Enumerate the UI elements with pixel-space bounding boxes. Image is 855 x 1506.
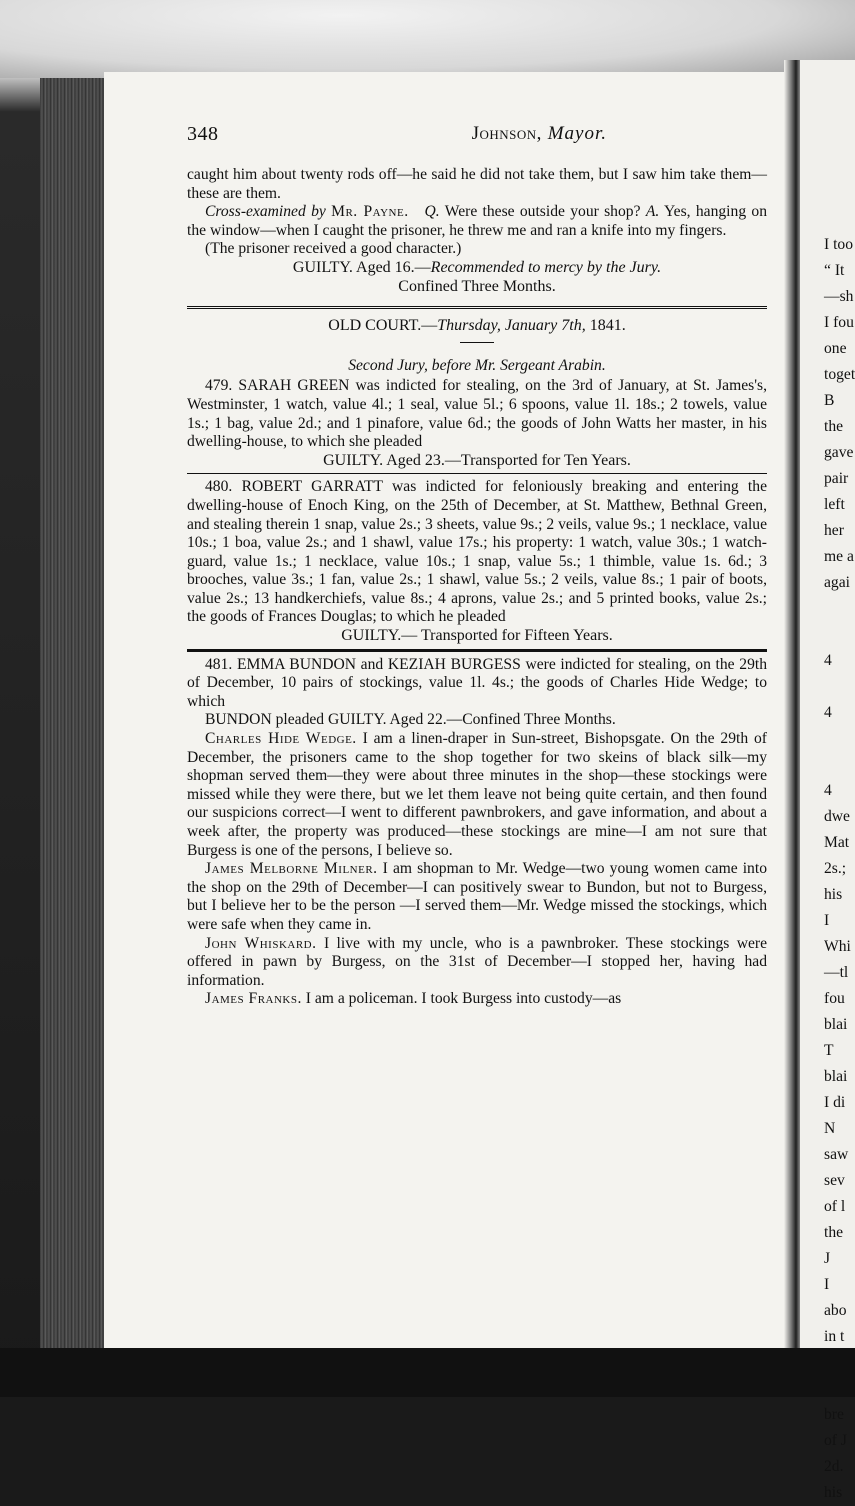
right-page-fragment: one — [824, 340, 847, 357]
right-page-fragment — [824, 726, 855, 752]
right-page-fragment: 4 — [824, 652, 832, 669]
running-title-name: Johnson, — [471, 123, 542, 145]
right-page-fragment: N — [824, 1120, 836, 1137]
verdict-480: GUILTY.— Transported for Fifteen Years. — [341, 627, 613, 645]
right-page-fragment: blai — [824, 1068, 848, 1085]
right-page-fragment: —sh — [824, 288, 854, 305]
answer-text: Yes, hanging on the window—when I caught the prisoner, he threw me and ran a knife into my fingers. — [187, 203, 768, 239]
right-page-fragment: pair — [824, 470, 849, 487]
right-page-text-fragments — [824, 232, 855, 1506]
right-page-fragment: bre — [824, 1406, 844, 1423]
jury-line: Second Jury, before Mr. Sergeant Arabin. — [348, 356, 606, 374]
right-page-fragment — [824, 596, 855, 622]
right-page-fragment: of l — [824, 1198, 846, 1215]
right-page-fragment: toget — [824, 366, 855, 383]
right-page-fragment: J — [824, 1250, 831, 1267]
testimony-continued: caught him about twenty rods off—he said he did not take them, but I saw him take them—these are them. — [187, 166, 767, 202]
scan-bottom-edge — [0, 1348, 855, 1397]
question-text: Were these outside your shop? — [444, 203, 641, 221]
right-page-fragment: his — [824, 886, 843, 903]
court-year: 1841. — [589, 317, 626, 335]
right-page-fragment: Whi — [824, 938, 851, 955]
witness-name: James Melborne Milner. — [205, 860, 378, 878]
right-page-fragment: I di — [824, 1094, 846, 1111]
short-divider — [460, 342, 494, 343]
court-heading — [187, 317, 767, 336]
right-page-fragment: 4 — [824, 782, 832, 799]
court-date: Thursday, January 7th, — [437, 317, 586, 335]
cross-examination — [187, 203, 767, 240]
cross-exam-lead: Cross-examined by — [205, 203, 326, 221]
page-text — [187, 118, 767, 1009]
right-page-fragment: saw — [824, 1146, 849, 1163]
character-note: (The prisoner received a good character.) — [205, 240, 462, 258]
counsel-name: Mr. Payne. — [331, 203, 409, 221]
right-page-fragment: blai — [824, 1016, 848, 1033]
witness-whiskard — [187, 935, 767, 991]
running-title-office: Mayor. — [547, 123, 607, 145]
witness-milner — [187, 860, 767, 934]
right-page-fragment: 2d. — [824, 1458, 844, 1475]
case-divider — [187, 649, 767, 652]
right-page-fragment: 2s.; — [824, 860, 847, 877]
right-page-fragment: abo — [824, 1302, 847, 1319]
right-page-fragment: I — [824, 912, 830, 929]
verdict-1-guilty: GUILTY. Aged 16.— — [292, 258, 431, 276]
case-481: 481. EMMA BUNDON and KEZIAH BURGESS were indicted for stealing, on the 29th of December, 10 pairs of stockings, value 1l. 4s.; the goods of Charles Hide Wedge; to which — [187, 655, 767, 710]
witness-wedge — [187, 730, 767, 860]
right-page-fragment: in t — [824, 1328, 845, 1345]
right-page-fragment: fou — [824, 990, 845, 1007]
witness-franks — [187, 990, 767, 1009]
witness-name: James Franks. — [205, 990, 302, 1008]
right-page-fragment: gave — [824, 444, 854, 461]
right-page-fragment: dwe — [824, 808, 850, 825]
right-page-fragment — [824, 752, 855, 778]
case-479: 479. SARAH GREEN was indicted for stealing, on the 3rd of January, at St. James's, Westminster, 1 watch, value 4l.; 1 seal, value 5l.; 6 spoons, value 1l. 18s.; 2 towels, value 1s.; 1 bag, value 2d.; and 1 pinafore, value 6d.; the goods of John Watts her master, in his dwelling-house, to which she pleaded — [187, 377, 767, 451]
case-480: 480. ROBERT GARRATT was indicted for feloniously breaking and entering the dwelling-house of Enoch King, on the 25th of December, at St. Matthew, Bethnal Green, and stealing therein 1 snap, value 2s.; 3 sheets, value 9s.; 2 veils, value 9s.; 1 necklace, value 10s.; 1 boa, value 2s.; and 1 shawl, value 17s.; his property: 1 watch, value 30s.; 1 watch-guard, value 1s.; 1 necklace, value 10s.; 1 snap, value 5s.; 1 thimble, value 1s. 6d.; 3 brooches, value 3s.; 1 fan, value 2s.; 1 shawl, value 5s.; 2 veils, value 8s.; 1 pair of boots, value 2s.; 13 handkerchiefs, value 8s.; 4 aprons, value 2s.; and 5 printed books, value 2s.; the goods of Frances Douglas; to which he pleaded — [187, 478, 767, 626]
answer-marker: A. — [645, 203, 660, 221]
witness-name: John Whiskard. — [205, 934, 317, 952]
right-page-fragment: agai — [824, 574, 850, 591]
section-rule — [187, 306, 767, 309]
right-page-fragment: her — [824, 522, 844, 539]
right-page-fragment: the — [824, 418, 844, 435]
book-spine-edge — [40, 78, 105, 1348]
right-page-fragment: of J — [824, 1432, 847, 1449]
witness-testimony: I am shopman to Mr. Wedge—two young women came into the shop on the 29th of December—I can positively swear to Bundon, but not to Burgess, but I believe her to be the person —I served them—Mr. Wedge missed the stockings, which were safe when they came in. — [187, 860, 767, 933]
right-page-fragment: me a — [824, 548, 854, 565]
right-page-fragment: —tl — [824, 964, 849, 981]
right-page-fragment: “ It — [824, 262, 845, 279]
page-edge-top — [0, 0, 855, 78]
plea-481: BUNDON pleaded GUILTY. Aged 22.—Confined Three Months. — [205, 711, 616, 729]
page-number: 348 — [187, 123, 219, 146]
right-page-fragment: I — [824, 1276, 830, 1293]
witness-testimony: I am a linen-draper in Sun-street, Bishopsgate. On the 29th of December, the prisoners came to the shop together for two skeins of black silk—my shopman served them—they were about three minutes in the shop—these stockings were missed while they were there, but we let them leave not being quite certain, and then found our suspicions correct—I went to different pawnbrokers, and gave information, and about a week after, the property was produced—these stockings are mine—I am not sure that Burgess is one of the persons, I believe so. — [187, 730, 767, 859]
right-page-fragment: I too — [824, 236, 854, 253]
running-title — [472, 125, 607, 144]
right-page — [800, 60, 855, 1501]
witness-testimony: I live with my uncle, who is a pawnbroker. These stockings were offered in pawn by Burgess, on the 31st of December—I stopped her, having had information. — [187, 934, 768, 989]
witness-name: Charles Hide Wedge. — [205, 730, 357, 748]
right-page-fragment: left — [824, 496, 845, 513]
right-page-fragment: his — [824, 1484, 843, 1501]
case-divider — [187, 473, 767, 474]
right-page-fragment: sev — [824, 1172, 845, 1189]
right-page-fragment: B — [824, 392, 835, 409]
verdict-1-recommendation: Recommended to mercy by the Jury. — [430, 258, 662, 276]
court-name: OLD COURT.— — [328, 317, 438, 335]
verdict-1 — [187, 259, 767, 278]
verdict-479: GUILTY. Aged 23.—Transported for Ten Years. — [323, 451, 631, 469]
right-page-fragment — [824, 674, 855, 700]
right-page-fragment: the — [824, 1224, 844, 1241]
running-header — [187, 118, 767, 144]
right-page-fragment — [824, 622, 855, 648]
right-page-fragment: Mat — [824, 834, 850, 851]
right-page-fragment: I fou — [824, 314, 854, 331]
right-page-fragment: 4 — [824, 704, 832, 721]
question-marker: Q. — [424, 203, 440, 221]
witness-testimony: I am a policeman. I took Burgess into custody—as — [305, 990, 622, 1008]
right-page-fragment: T — [824, 1042, 834, 1059]
sentence-1: Confined Three Months. — [398, 277, 556, 295]
